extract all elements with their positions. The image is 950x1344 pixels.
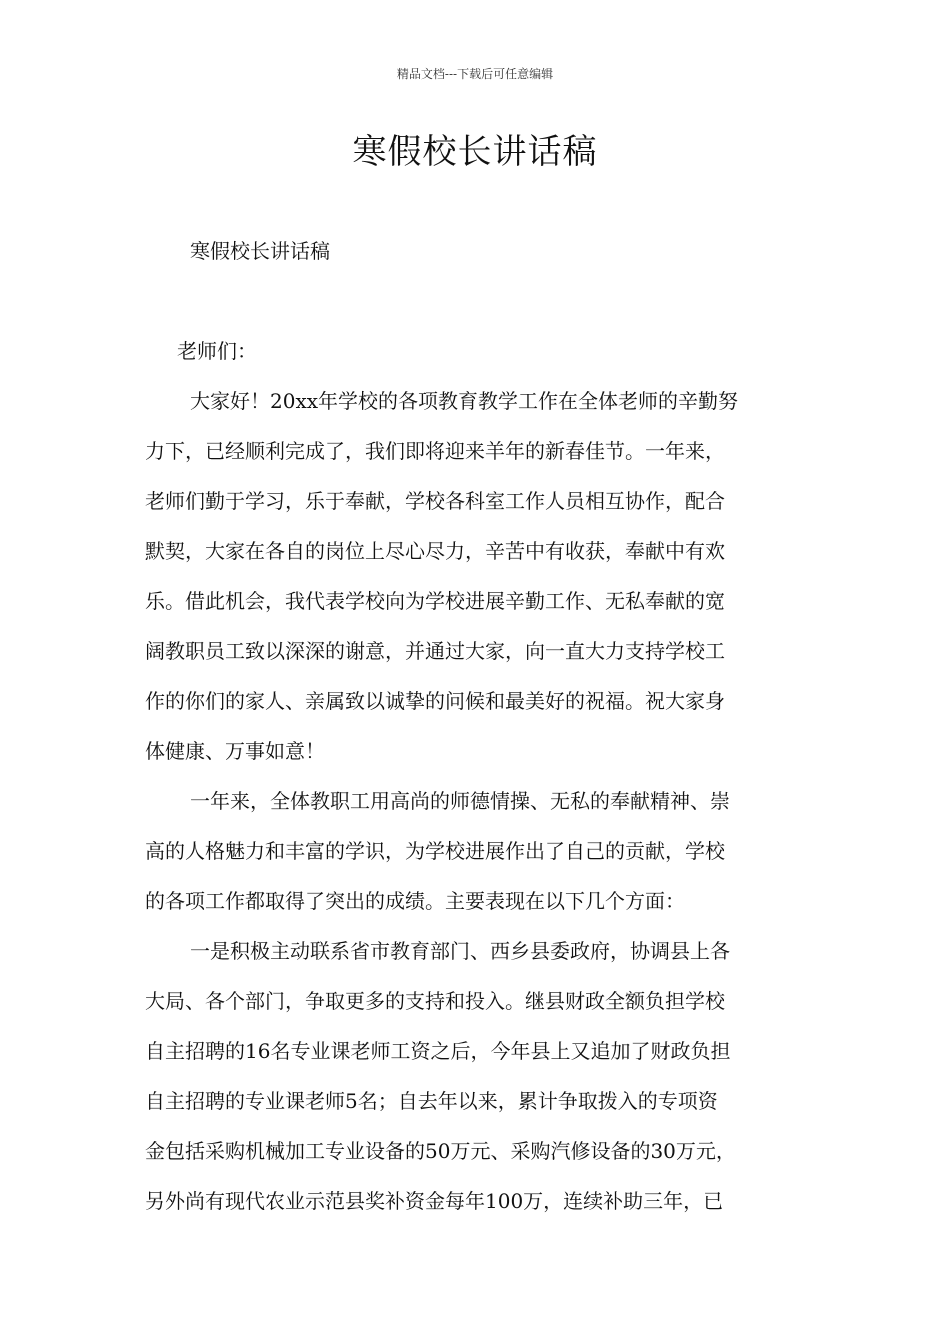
text-line: 乐。借此机会，我代表学校向为学校进展辛勤工作、无私奉献的宽 — [145, 589, 725, 613]
text-line: 高的人格魅力和丰富的学识，为学校进展作出了自己的贡献，学校 — [145, 839, 725, 863]
text-line: 默契，大家在各自的岗位上尽心尽力，辛苦中有收获，奉献中有欢 — [145, 539, 725, 563]
text-line: 体健康、万事如意！ — [145, 739, 325, 763]
text-line: 老师们勤于学习，乐于奉献，学校各科室工作人员相互协作，配合 — [145, 489, 725, 513]
body-text — [145, 383, 825, 1233]
greeting: 老师们： — [177, 339, 257, 363]
text-line: 自主招聘的16名专业课老师工资之后，今年县上又追加了财政负担 — [145, 1039, 731, 1063]
text-line: 一年来，全体教职工用高尚的师德情操、无私的奉献精神、崇 — [190, 789, 730, 813]
paragraph-1 — [145, 383, 825, 783]
paragraph-2 — [145, 783, 825, 933]
text-line: 的各项工作都取得了突出的成绩。主要表现在以下几个方面： — [145, 889, 685, 913]
header-note: 精品文档---下载后可任意编辑 — [396, 67, 554, 81]
page-title: 寒假校长讲话稿 — [352, 132, 598, 172]
text-line: 力下，已经顺利完成了，我们即将迎来羊年的新春佳节。一年来， — [145, 439, 725, 463]
text-line: 一是积极主动联系省市教育部门、西乡县委政府，协调县上各 — [190, 939, 730, 963]
text-line: 另外尚有现代农业示范县奖补资金每年100万，连续补助三年，已 — [145, 1189, 724, 1213]
text-line: 阔教职员工致以深深的谢意，并通过大家，向一直大力支持学校工 — [145, 639, 725, 663]
text-line: 自主招聘的专业课老师5名；自去年以来，累计争取拨入的专项资 — [145, 1089, 718, 1113]
paragraph-3 — [145, 933, 825, 1233]
text-line: 金包括采购机械加工专业设备的50万元、采购汽修设备的30万元， — [145, 1139, 736, 1163]
text-line: 大局、各个部门，争取更多的支持和投入。继县财政全额负担学校 — [145, 989, 725, 1013]
text-line: 作的你们的家人、亲属致以诚挚的问候和最美好的祝福。祝大家身 — [145, 689, 725, 713]
text-line: 大家好！20xx年学校的各项教育教学工作在全体老师的辛勤努 — [190, 389, 739, 413]
document-subtitle: 寒假校长讲话稿 — [190, 239, 330, 263]
